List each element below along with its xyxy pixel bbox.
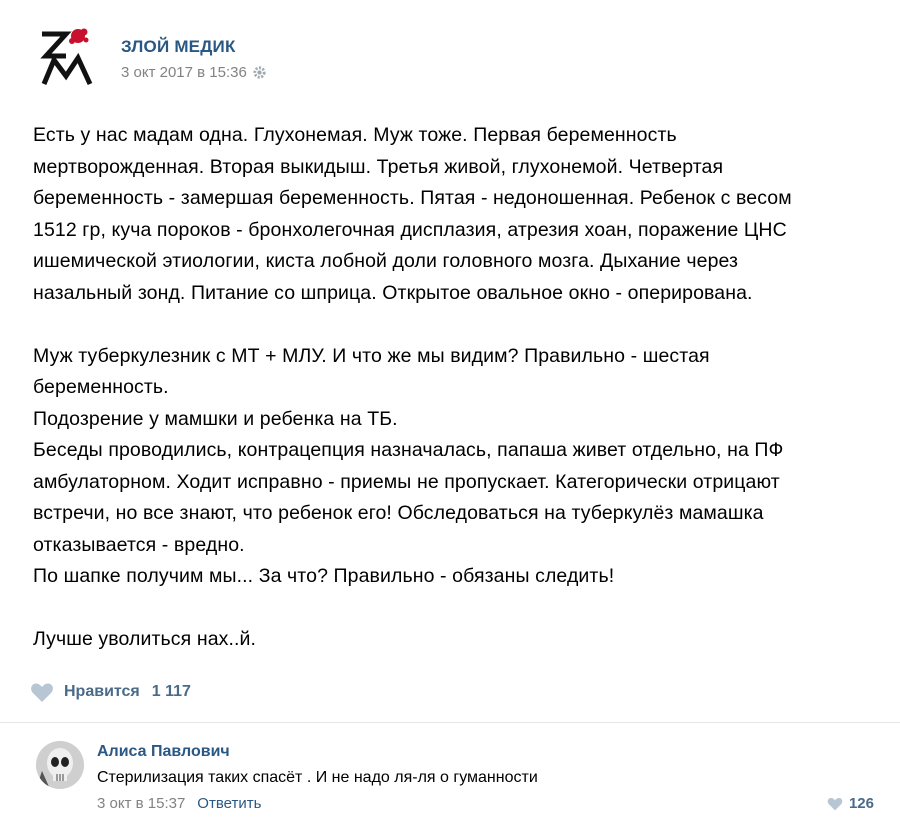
like-count: 1 117 <box>151 683 191 700</box>
post-meta <box>121 64 267 81</box>
avatar-skull-icon <box>36 741 84 789</box>
post-text <box>33 120 863 656</box>
post-date[interactable]: 3 окт 2017 в 15:36 <box>121 64 247 81</box>
comment-text: Стерилизация таких спасёт . И не надо ля-ля о гуманности <box>97 769 538 786</box>
heart-icon <box>827 797 843 811</box>
post-header <box>30 24 870 94</box>
post-paragraph-1: Есть у нас мадам одна. Глухонемая. Муж тоже. Первая беременность мертворожденная. Вторая выкидыш. Третья живой, глухонемой. Четвертая беременность - замершая беременность. Пятая - недоношенная. Ребенок с весом 1512 гр, куча пороков - бронхолегочная дисплазия, атрезия хоан, поражение ЦНС ишемической этиологии, киста лобной доли головного мозга. Дыхание через назальный зонд. Питание со шприца. Открытое овальное окно - оперирована. <box>33 124 792 304</box>
comment-date[interactable]: 3 окт в 15:37 <box>97 795 186 812</box>
zm-logo-icon[interactable] <box>36 26 98 90</box>
divider <box>0 722 900 723</box>
post-paragraph-3: Лучше уволиться нах..й. <box>33 628 257 650</box>
gear-icon[interactable] <box>252 65 267 80</box>
reply-button[interactable]: Ответить <box>197 795 262 812</box>
avatar[interactable] <box>36 741 84 789</box>
like-label: Нравится <box>64 683 140 700</box>
comment-author[interactable]: Алиса Павлович <box>97 743 230 760</box>
post-paragraph-2: Муж туберкулезник с МТ + МЛУ. И что же мы видим? Правильно - шестая беременность. Подозрение у мамшки и ребенка на ТБ. Беседы проводились, контрацепция назначалась, папаша живет отдельно, на ПФ амбулаторном. Ходит исправно - приемы не пропускает. Категорически отрицают встречи, но все знают, что ребенок его! Обследоваться на туберкулёз мамашка отказывается - вредно. По шапке получим мы... За что? Правильно - обязаны следить! <box>33 344 784 587</box>
comment-meta <box>97 795 261 812</box>
heart-icon <box>30 682 54 703</box>
like-button[interactable] <box>30 680 191 704</box>
post-author[interactable]: ЗЛОЙ МЕДИК <box>121 37 236 56</box>
comment-like-count: 126 <box>848 795 874 812</box>
comment-like-button[interactable] <box>827 795 874 812</box>
